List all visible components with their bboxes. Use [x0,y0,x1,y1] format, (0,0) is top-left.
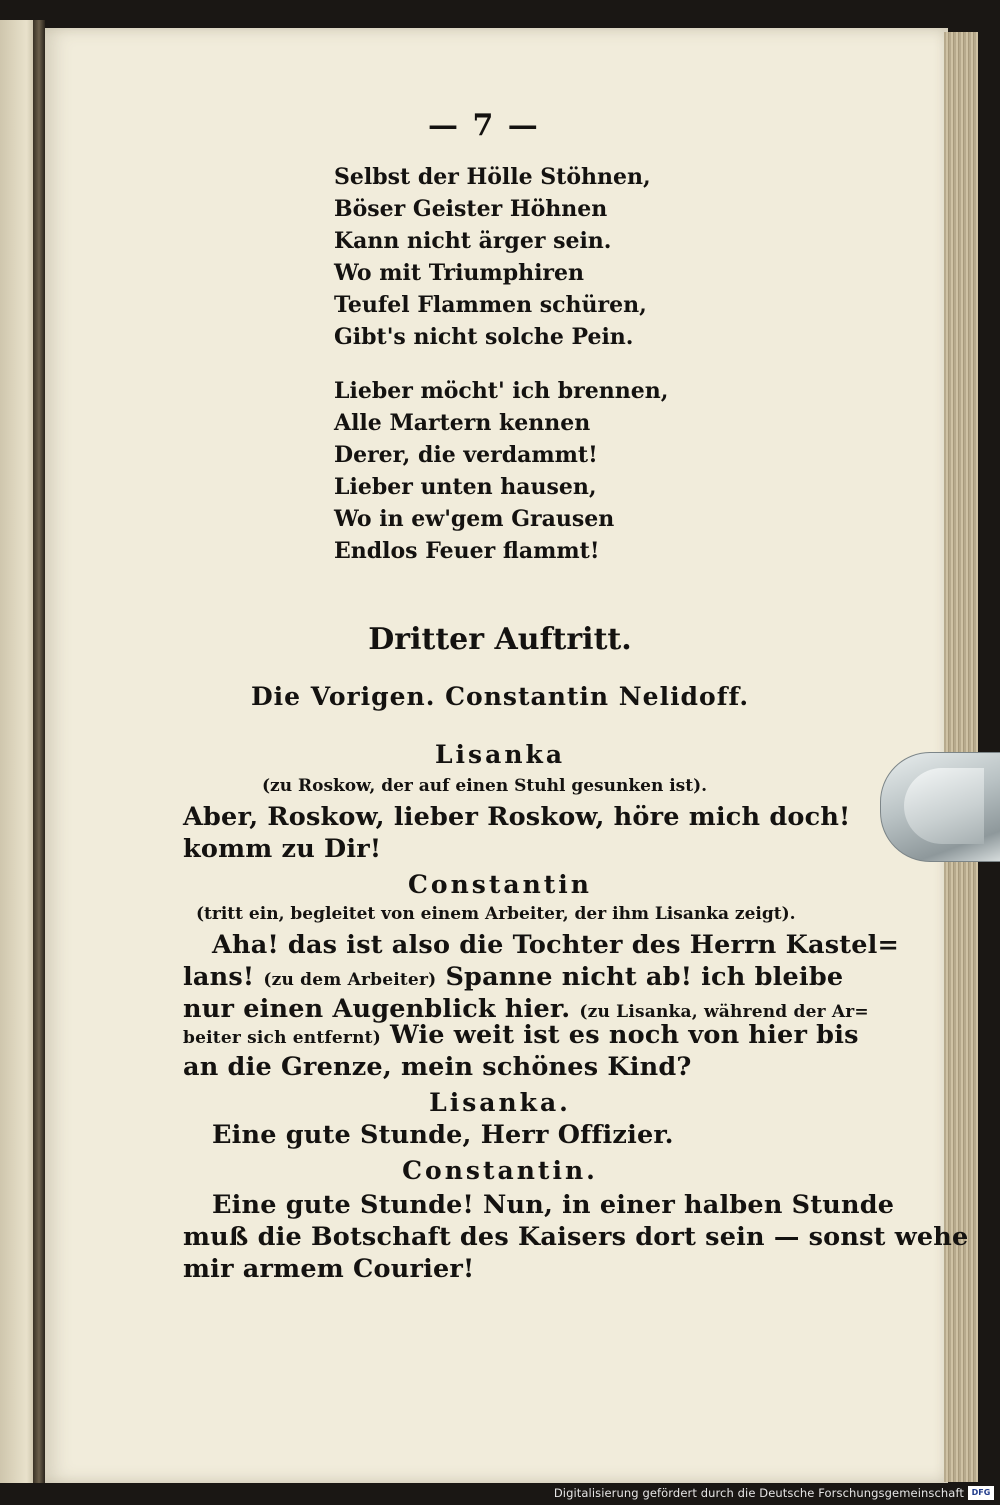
speech-line: Aber, Roskow, lieber Roskow, höre mich doch! [183,802,851,832]
scene-title: Dritter Auftritt. [368,622,632,657]
speech-line: mir armem Courier! [183,1254,475,1284]
stage-direction: beiter sich entfernt) [183,1028,381,1048]
cast-line: Die Vorigen. Constantin Nelidoff. [250,682,750,711]
footer-credit: Digitalisierung gefördert durch die Deutsche Forschungsgemeinschaft [553,1486,964,1500]
stage-direction: (zu Roskow, der auf einen Stuhl gesunken ist). [262,776,708,796]
verse-line: Böser Geister Höhnen [334,196,608,222]
speaker-name: Lisanka [434,740,566,769]
verse-line: Kann nicht ärger sein. [334,228,612,254]
speech-line: an die Grenze, mein schönes Kind? [183,1052,692,1082]
stage-direction: (tritt ein, begleitet von einem Arbeiter, der ihm Lisanka zeigt). [196,904,796,924]
speaker-name: Lisanka. [429,1088,571,1117]
speech-line: komm zu Dir! [183,834,382,864]
verse-line: Selbst der Hölle Stöhnen, [334,164,651,190]
speech-line: Aha! das ist also die Tochter des Herrn Kastel= [212,930,900,960]
speech-line: Eine gute Stunde! Nun, in einer halben Stunde [212,1190,895,1220]
verse-line: Endlos Feuer flammt! [334,538,600,564]
verse-line: Derer, die verdammt! [334,442,598,468]
page-number: — 7 — [428,108,540,143]
page-clip-highlight [904,768,984,844]
speech-line [183,1020,859,1050]
speech-text: Wie weit ist es noch von hier bis [390,1020,859,1050]
speech-text: nur einen Augenblick hier. [183,994,571,1024]
stage-direction: (zu Lisanka, während der Ar= [579,1002,869,1022]
speech-line [183,962,843,992]
verse-line: Lieber unten hausen, [334,474,597,500]
speaker-name: Constantin. [402,1156,598,1185]
verse-line: Lieber möcht' ich brennen, [334,378,669,404]
verse-line: Teufel Flammen schüren, [334,292,647,318]
speech-text: lans! [183,962,255,992]
speech-text: Spanne nicht ab! ich bleibe [445,962,844,992]
verse-line: Alle Martern kennen [334,410,591,436]
verse-line: Wo in ew'gem Grausen [334,506,615,532]
verse-line: Gibt's nicht solche Pein. [334,324,634,350]
speech-line: muß die Botschaft des Kaisers dort sein — sonst wehe [183,1222,969,1252]
speaker-name: Constantin [408,870,592,899]
dfg-logo-icon: DFG [968,1486,994,1500]
stage-direction: (zu dem Arbeiter) [263,970,437,990]
verse-line: Wo mit Triumphiren [334,260,585,286]
speech-line: Eine gute Stunde, Herr Offizier. [212,1120,674,1150]
